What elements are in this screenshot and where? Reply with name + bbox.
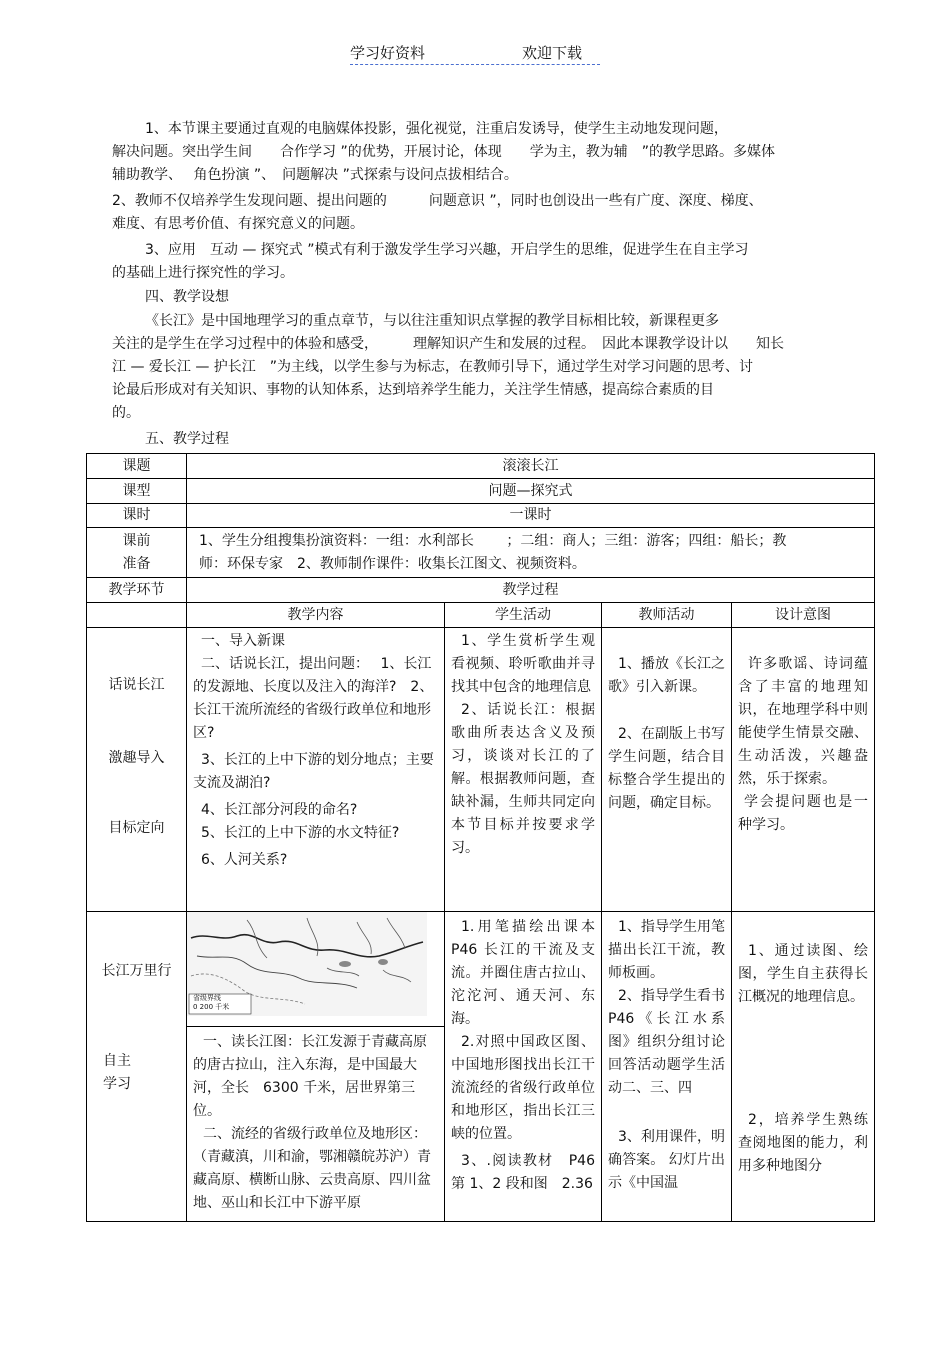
value-prep [187,528,875,578]
yangtze-river-map [187,912,427,1016]
col-header-teacher: 教师活动 [602,603,732,628]
para-3b: 的基础上进行探究性的学习。 [112,265,294,281]
s2-stage-b1: 自主 [103,1053,131,1069]
para-1b: 解决问题。突出学生间 合作学习 ”的优势，开展讨论，体现 学为主，教为辅 ”的教学思路。多媒体 [112,144,775,160]
s1-content-6: 6、人河关系? [201,852,288,868]
label-prep [87,528,187,578]
s2-student [445,912,602,1222]
label-stage: 教学环节 [87,578,187,603]
para-2b: 难度、有思考价值、有探究意义的问题。 [112,216,364,232]
s2-student-3: 3、.阅读教材 P46 第 1、2 段和图 2.36 [451,1153,595,1192]
col-header-blank [87,603,187,628]
row-type [87,479,875,504]
map-scale: 0 200 千米 [193,1003,230,1011]
header-right: 欢迎下载 [522,44,583,62]
label-prep-2: 准备 [122,555,151,572]
row-hours [87,504,875,528]
s1-teacher [602,628,732,912]
s2-teacher [602,912,732,1222]
s1-teacher-1: 1、播放《长江之歌》引入新课。 [608,656,725,695]
para-1a: 1、本节课主要通过直观的电脑媒体投影，强化视觉，注重启发诱导，使学生主动地发现问题， [145,121,728,137]
lesson-plan-table [86,453,875,1222]
header-dashed-rule [350,64,600,65]
s1-teacher-2: 2、在副版上书写学生问题，结合目标整合学生提出的问题，确定目标。 [608,726,725,811]
para-2a: 2、教师不仅培养学生发现问题、提出问题的 问题意识 ”，同时也创设出一些有广度、深度、梯度、 [112,193,763,209]
col-header-intent: 设计意图 [732,603,875,628]
section-heading-4: 四、教学设想 [145,289,229,305]
s2-student-2: 2.对照中国政区图、中国地形图找出长江干流流经的省级行政单位和地形区，指出长江三峡的位置。 [451,1034,595,1142]
para-3a: 3、应用 互动 — 探究式 ”模式有利于激发学生学习兴趣，开启学生的思维，促进学生在自主学习 [145,242,749,258]
s2-teacher-3: 3、利用课件，明确答案。 幻灯片出示《中国温 [608,1129,725,1191]
label-prep-1: 课前 [122,532,151,549]
label-topic: 课题 [87,454,187,479]
row-topic [87,454,875,479]
s2-content [187,912,445,1222]
header-left: 学习好资料 [350,44,426,62]
s1-content-1: 一、导入新课 [201,633,285,649]
s1-student-1: 1、学生赏析学生观看视频、聆听歌曲并寻找其中包含的地理信息 [451,633,595,695]
para-4c: 江 — 爱长江 — 护长江 ”为主线，以学生参与为标志，在教师引导下，通过学生对学习问题的思考、讨 [112,359,754,375]
s1-stage-1: 话说长江 [108,677,165,693]
map-legend: 省级界线 [193,994,221,1002]
s2-teacher-1: 1、指导学生用笔描出长江干流，教师板画。 [608,919,725,981]
para-4d: 论最后形成对有关知识、事物的认知体系，达到培养学生能力，关注学生情感，提高综合素质的目 [112,382,714,398]
s2-stage-a: 长江万里行 [101,963,172,979]
s1-content-2: 二、话说长江，提出问题： 1、长江的发源地、长度以及注入的海洋? 2、长江干流所流经的省级行政单位和地形区? [193,656,434,741]
s2-intent [732,912,875,1222]
s1-stage-3: 目标定向 [108,820,165,836]
row-section-2 [87,912,875,1222]
s1-content-4: 4、长江部分河段的命名? [201,802,358,818]
s2-stages [87,912,187,1222]
s2-content-text [187,1026,444,1215]
prep-line-1: 1、学生分组搜集扮演资料：一组：水利部长 ；二组：商人；三组：游客；四组：船长；教 [199,532,787,549]
section-heading-5: 五、教学过程 [145,431,229,447]
col-header-content: 教学内容 [187,603,445,628]
col-header-student: 学生活动 [445,603,602,628]
row-stage-header [87,578,875,603]
s2-content-1: 一、读长江图：长江发源于青藏高原的唐古拉山，注入东海，是中国最大河，全长 6300 千米，居世界第三位。 [193,1034,427,1119]
s2-stage-b2: 学习 [103,1076,131,1092]
row-col-headers [87,603,875,628]
s1-content [187,628,445,912]
s1-intent-2: 学会提问题也是一种学习。 [738,794,868,833]
s2-intent-1: 1、通过读图、绘图，学生自主获得长江概况的地理信息。 [738,943,868,1005]
value-topic: 滚滚长江 [187,454,875,479]
s1-content-5: 5、长江的上中下游的水文特征? [201,825,400,841]
s2-student-1: 1.用笔描绘出课本 P46 长江的干流及支流。并圈住唐古拉山、沱沱河、通天河、东海。 [451,919,595,1027]
label-type: 课型 [87,479,187,504]
para-4a: 《长江》是中国地理学习的重点章节，与以往注重知识点掌握的教学目标相比较，新课程更多 [145,313,719,329]
row-prep [87,528,875,578]
s1-intent [732,628,875,912]
s2-teacher-2: 2、指导学生看书 P46《长江水系图》组织分组讨论回答活动题学生活动二、三、四 [608,988,725,1096]
value-type: 问题—探究式 [187,479,875,504]
label-hours: 课时 [87,504,187,528]
s1-student-2: 2、话说长江：根据歌曲所表达含义及预习，谈谈对长江的了解。根据教师问题，查缺补漏，生师共同定向本节目标并按要求学习。 [451,702,595,856]
row-section-1 [87,628,875,912]
s1-content-3: 3、长江的上中下游的划分地点；主要支流及湖泊? [193,752,434,791]
yangtze-map-graphic [187,912,427,1016]
para-4b: 关注的是学生在学习过程中的体验和感受， 理解知识产生和发展的过程。 因此本课教学设计以 知长 [112,336,784,352]
para-4e: 的。 [112,405,140,421]
s1-intent-1: 许多歌谣、诗词蕴含了丰富的地理知识，在地理学科中则能使学生情景交融、生动活泼，兴趣盎然，乐于探索。 [738,656,868,787]
s2-intent-2: 2，培养学生熟练查阅地图的能力，利用多种地图分 [738,1112,868,1174]
s1-stage-2: 激趣导入 [108,750,165,766]
para-1c: 辅助教学、 角色扮演 ”、 问题解决 ”式探索与设问点拔相结合。 [112,167,518,183]
label-process: 教学过程 [187,578,875,603]
value-hours: 一课时 [187,504,875,528]
s2-content-2: 二、流经的省级行政单位及地形区：（青藏滇，川和渝，鄂湘赣皖苏沪）青藏高原、横断山脉、云贵高原、四川盆地、巫山和长江中下游平原 [193,1126,431,1211]
prep-line-2: 师：环保专家 2、教师制作课件：收集长江图文、视频资料。 [199,555,586,572]
s1-student [445,628,602,912]
s1-stages [87,628,187,912]
